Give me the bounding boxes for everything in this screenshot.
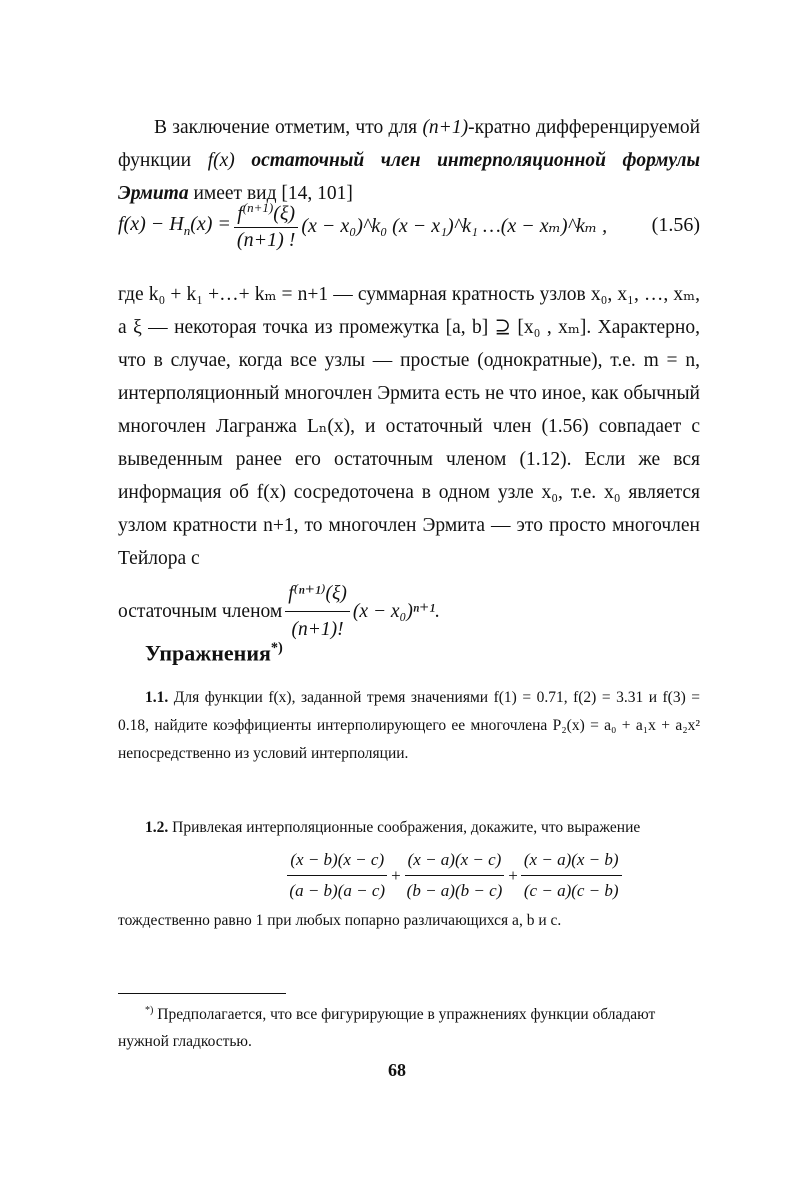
section-heading: Упражнения*): [145, 640, 283, 666]
page-number: 68: [388, 1060, 406, 1080]
equation-1-56: $f(x) - H_n(x)$ = $\frac{f^{(n+1)}(\xi)}{(n+1) !}$ (x − x₀)^k₀ (x − x₁)^k₁ …(x − xₘ)^kₘ , (1.56): [118, 200, 700, 251]
exercise-1-2: 1.2. Привлекая интерполяционные соображения, докажите, что выражение $\frac{(x - b)(x - c)}{(a - b)(a - c)}$ + $\frac{(x - a)(x - c)}{(b - a)(b - c)}$ + $\frac{(x - a)(x - b)}{(c - a)(c - b)}$ тождественно равно 1 при любых попарно различающихся a, b и c.: [118, 814, 700, 935]
footnote: *) Предполагается, что все фигурирующие в упражнениях функции обладают нужной гладкостью.: [118, 1005, 656, 1051]
emphasis: остаточный член интерполяционной формулы Эрмита: [118, 150, 700, 204]
explanation-paragraph: где k₀ + k₁ +…+ kₘ = n+1 — суммарная кратность узлов x₀, x₁, …, xₘ, а ξ — некоторая точка из промежутка [a, b] ⊇ [x₀ , xₘ]. Характерно, что в случае, когда все узлы — простые (однократные), т.е. m = n, интерполяционный многочлен Эрмита есть не что иное, как обычный многочлен Лагранжа Lₙ(x), и остаточный член (1.56) совпадает с выведенным ранее его остаточным членом (1.12). Если же вся информация об f(x) сосредоточена в одном узле x₀, т.е. x₀ является узлом кратности n+1, то многочлен Эрмита — это просто многочлен Тейлора с остаточным членом $\frac{\text{f⁽ⁿ⁺¹⁾(ξ)}}{(n+1)!}$ (x − x₀)ⁿ⁺¹.: [118, 284, 700, 640]
footnote-divider: [118, 993, 286, 994]
exercise-1-1: 1.1. Для функции f(x), заданной тремя значениями f(1) = 0.71, f(2) = 3.31 и f(3) = 0.18, найдите коэффициенты интерполирующего ее многочлена P₂(x) = a₀ + a₁x + a₂x² непосредственно из условий интерполяции.: [118, 689, 701, 762]
intro-paragraph: В заключение отметим, что для (n+1)-кратно дифференцируемой функции f(x) остаточный член интерполяционной формулы Эрмита имеет вид [14, 101]: [118, 117, 700, 204]
equation-number: (1.56): [651, 214, 700, 237]
exercise-formula: $\frac{(x - b)(x - c)}{(a - b)(a - c)}$ + $\frac{(x - a)(x - c)}{(b - a)(b - c)}$ + $\frac{(x - a)(x - b)}{(c - a)(c - b)}$: [208, 846, 700, 905]
